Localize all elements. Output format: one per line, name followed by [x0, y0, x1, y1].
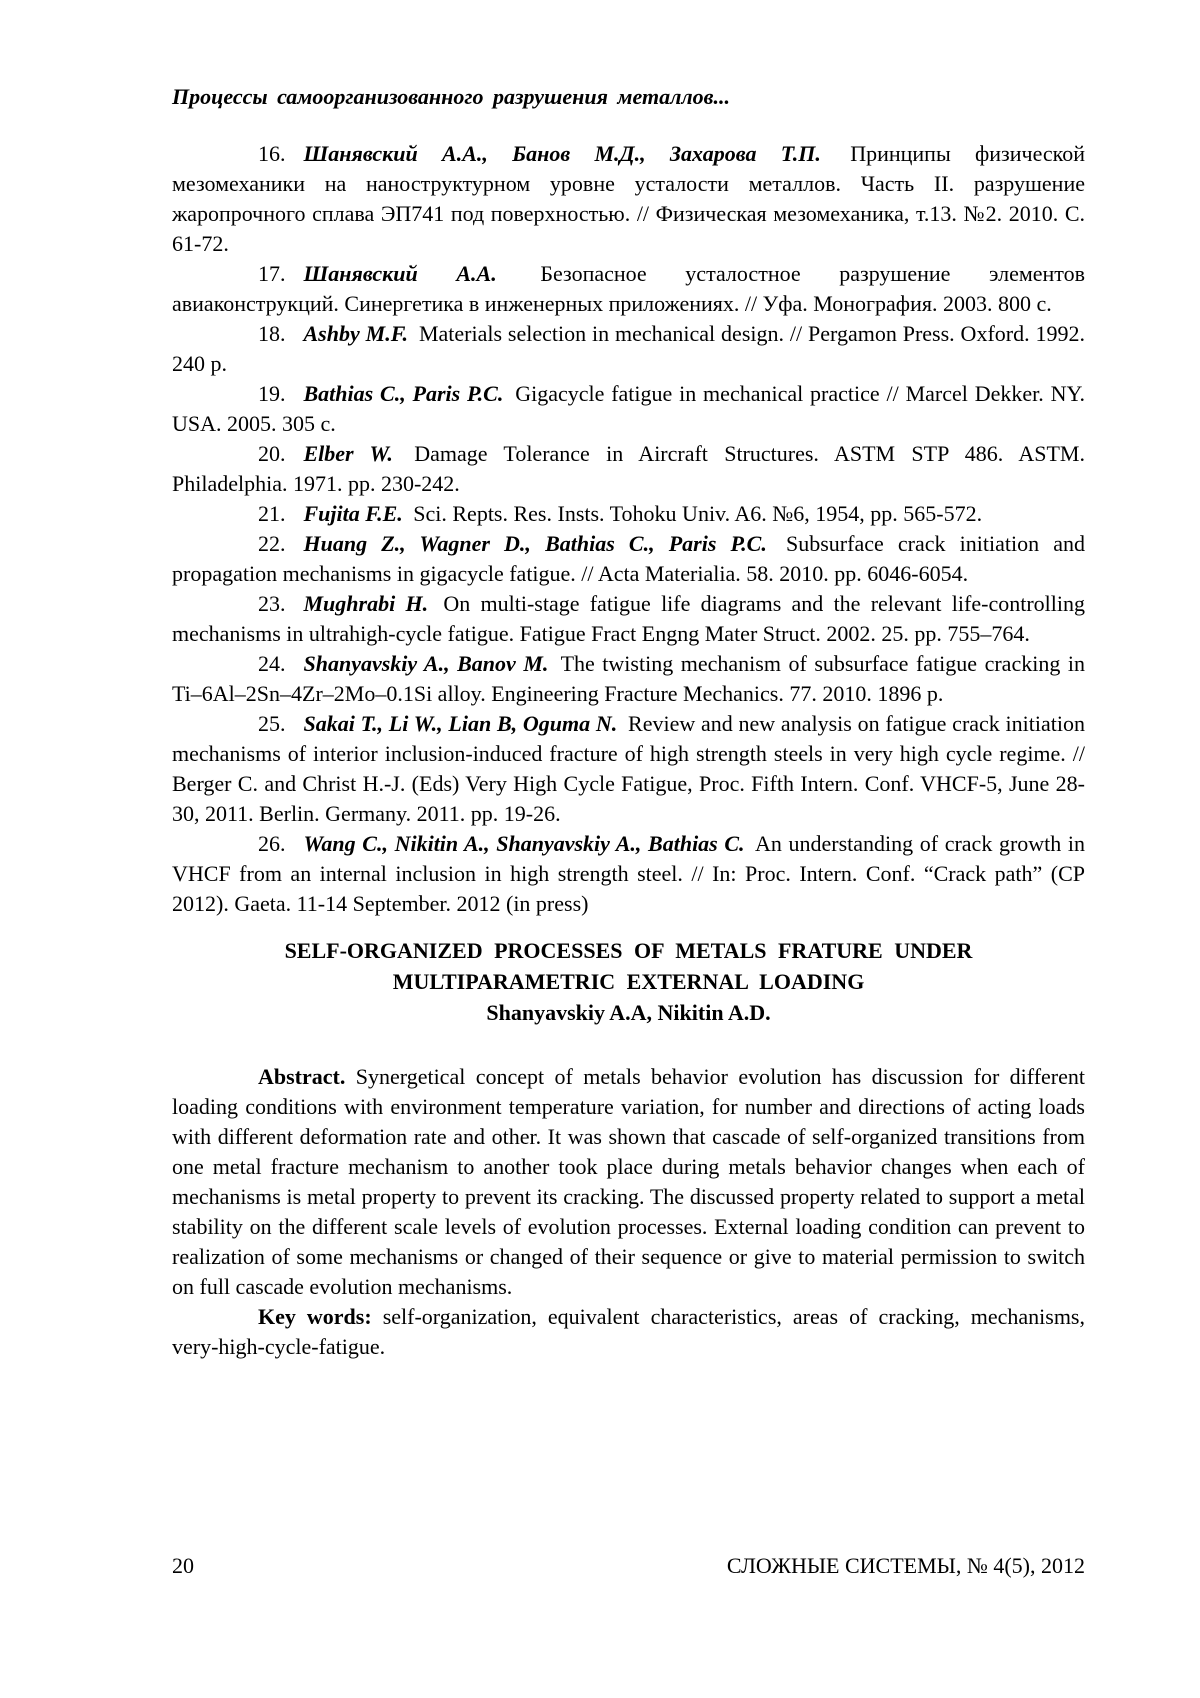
- reference-authors: Huang Z., Wagner D., Bathias C., Paris P.C.: [303, 531, 767, 556]
- article-title-line-1: SELF-ORGANIZED PROCESSES OF METALS FRATURE UNDER: [284, 938, 973, 963]
- article-title-line-2: MULTIPARAMETRIC EXTERNAL LOADING: [392, 969, 865, 994]
- reference-text: The twisting mechanism of subsurface fatigue cracking in Ti–6Al–2Sn–4Zr–2Mo–0.1Si alloy. Engineering Fracture Mechanics. 77. 2010. 1896 p.: [172, 651, 1085, 706]
- reference-number: 18.: [258, 321, 286, 346]
- references-list: [172, 139, 1085, 919]
- reference-authors: Шанявский А.А.: [303, 261, 497, 286]
- reference-text: On multi-stage fatigue life diagrams and the relevant life-controlling mechanisms in ultrahigh-cycle fatigue. Fatigue Fract Engng Mater Struct. 2002. 25. pp. 755–764.: [172, 591, 1085, 646]
- reference-number: 21.: [258, 501, 286, 526]
- reference-item: [172, 439, 1085, 499]
- page-number: 20: [172, 1553, 194, 1578]
- reference-item: [172, 379, 1085, 439]
- reference-text: An understanding of crack growth in VHCF from an internal inclusion in high strength steel. // In: Proc. Intern. Conf. “Crack path” (CP 2012). Gaeta. 11-14 September. 2012 (in press): [172, 831, 1086, 916]
- reference-text: Принципы физической мезомеханики на наноструктурном уровне усталости металлов. Часть II. разрушение жаропрочного сплава ЭП741 под поверхностью. // Физическая мезомеханика, т.13. №2. 2010. С. 61-72.: [172, 141, 1086, 256]
- reference-authors: Шанявский А.А., Банов М.Д., Захарова Т.П.: [303, 141, 821, 166]
- reference-number: 22.: [258, 531, 286, 556]
- reference-text: Damage Tolerance in Aircraft Structures. ASTM STP 486. ASTM. Philadelphia. 1971. pp. 230-242.: [172, 441, 1085, 496]
- keywords-label: Key words:: [258, 1304, 372, 1329]
- reference-number: 23.: [258, 591, 286, 616]
- reference-number: 26.: [258, 831, 286, 856]
- reference-authors: Sakai T., Li W., Lian B, Oguma N.: [303, 711, 618, 736]
- reference-item: [172, 829, 1085, 919]
- page-footer: [172, 1553, 1085, 1579]
- reference-authors: Wang C., Nikitin A., Shanyavskiy A., Bathias C.: [303, 831, 745, 856]
- reference-number: 17.: [258, 261, 286, 286]
- abstract-paragraph: [172, 1062, 1085, 1302]
- reference-text: Gigacycle fatigue in mechanical practice // Marcel Dekker. NY. USA. 2005. 305 c.: [172, 381, 1086, 436]
- reference-item: [172, 139, 1085, 259]
- reference-number: 24.: [258, 651, 286, 676]
- reference-item: [172, 649, 1085, 709]
- reference-text: Subsurface crack initiation and propagation mechanisms in gigacycle fatigue. // Acta Materialia. 58. 2010. pp. 6046-6054.: [172, 531, 1086, 586]
- journal-title: СЛОЖНЫЕ СИСТЕМЫ, № 4(5), 2012: [726, 1553, 1085, 1578]
- reference-authors: Mughrabi H.: [303, 591, 429, 616]
- keywords-text: self-organization, equivalent characteristics, areas of cracking, mechanisms, very-high-cycle-fatigue.: [172, 1304, 1085, 1359]
- reference-item: [172, 709, 1085, 829]
- reference-number: 20.: [258, 441, 286, 466]
- article-title-block: [172, 935, 1085, 1028]
- reference-text: Review and new analysis on fatigue crack initiation mechanisms of interior inclusion-induced fracture of high strength steels in very high cycle regime. // Berger C. and Christ H.-J. (Eds) Very High Cycle Fatigue, Proc. Fifth Intern. Conf. VHCF-5, June 28-30, 2011. Berlin. Germany. 2011. pp. 19-26.: [172, 711, 1085, 826]
- reference-number: 16.: [258, 141, 286, 166]
- article-authors: Shanyavskiy A.A, Nikitin A.D.: [486, 1000, 771, 1025]
- reference-text: Sci. Repts. Res. Insts. Tohoku Univ. A6. №6, 1954, pp. 565-572.: [413, 501, 983, 526]
- abstract-label: Abstract.: [258, 1064, 346, 1089]
- abstract-text: Synergetical concept of metals behavior evolution has discussion for different loading conditions with environment temperature variation, for number and directions of acting loads with different deformation rate and other. It was shown that cascade of self-organized transitions from one metal fracture mechanism to another took place during metals behavior changes when each of mechanisms is metal property to prevent its cracking. The discussed property related to support a metal stability on the different scale levels of evolution processes. External loading condition can prevent to realization of some mechanisms or changed of their sequence or give to material permission to switch on full cascade evolution mechanisms.: [172, 1064, 1086, 1299]
- reference-authors: Fujita F.E.: [303, 501, 403, 526]
- reference-number: 25.: [258, 711, 286, 736]
- reference-item: [172, 259, 1085, 319]
- running-header: Процессы самоорганизованного разрушения металлов...: [172, 84, 730, 109]
- reference-item: [172, 529, 1085, 589]
- reference-item: [172, 499, 1085, 529]
- abstract-section: [172, 1062, 1085, 1362]
- reference-item: [172, 589, 1085, 649]
- keywords-paragraph: [172, 1302, 1085, 1362]
- reference-text: Materials selection in mechanical design. // Pergamon Press. Oxford. 1992. 240 p.: [172, 321, 1085, 376]
- reference-number: 19.: [258, 381, 286, 406]
- reference-authors: Ashby M.F.: [303, 321, 409, 346]
- reference-authors: Shanyavskiy A., Banov M.: [303, 651, 549, 676]
- reference-item: [172, 319, 1085, 379]
- reference-authors: Bathias C., Paris P.C.: [303, 381, 504, 406]
- reference-text: Безопасное усталостное разрушение элементов авиаконструкций. Синергетика в инженерных приложениях. // Уфа. Монография. 2003. 800 с.: [172, 261, 1086, 316]
- reference-authors: Elber W.: [303, 441, 393, 466]
